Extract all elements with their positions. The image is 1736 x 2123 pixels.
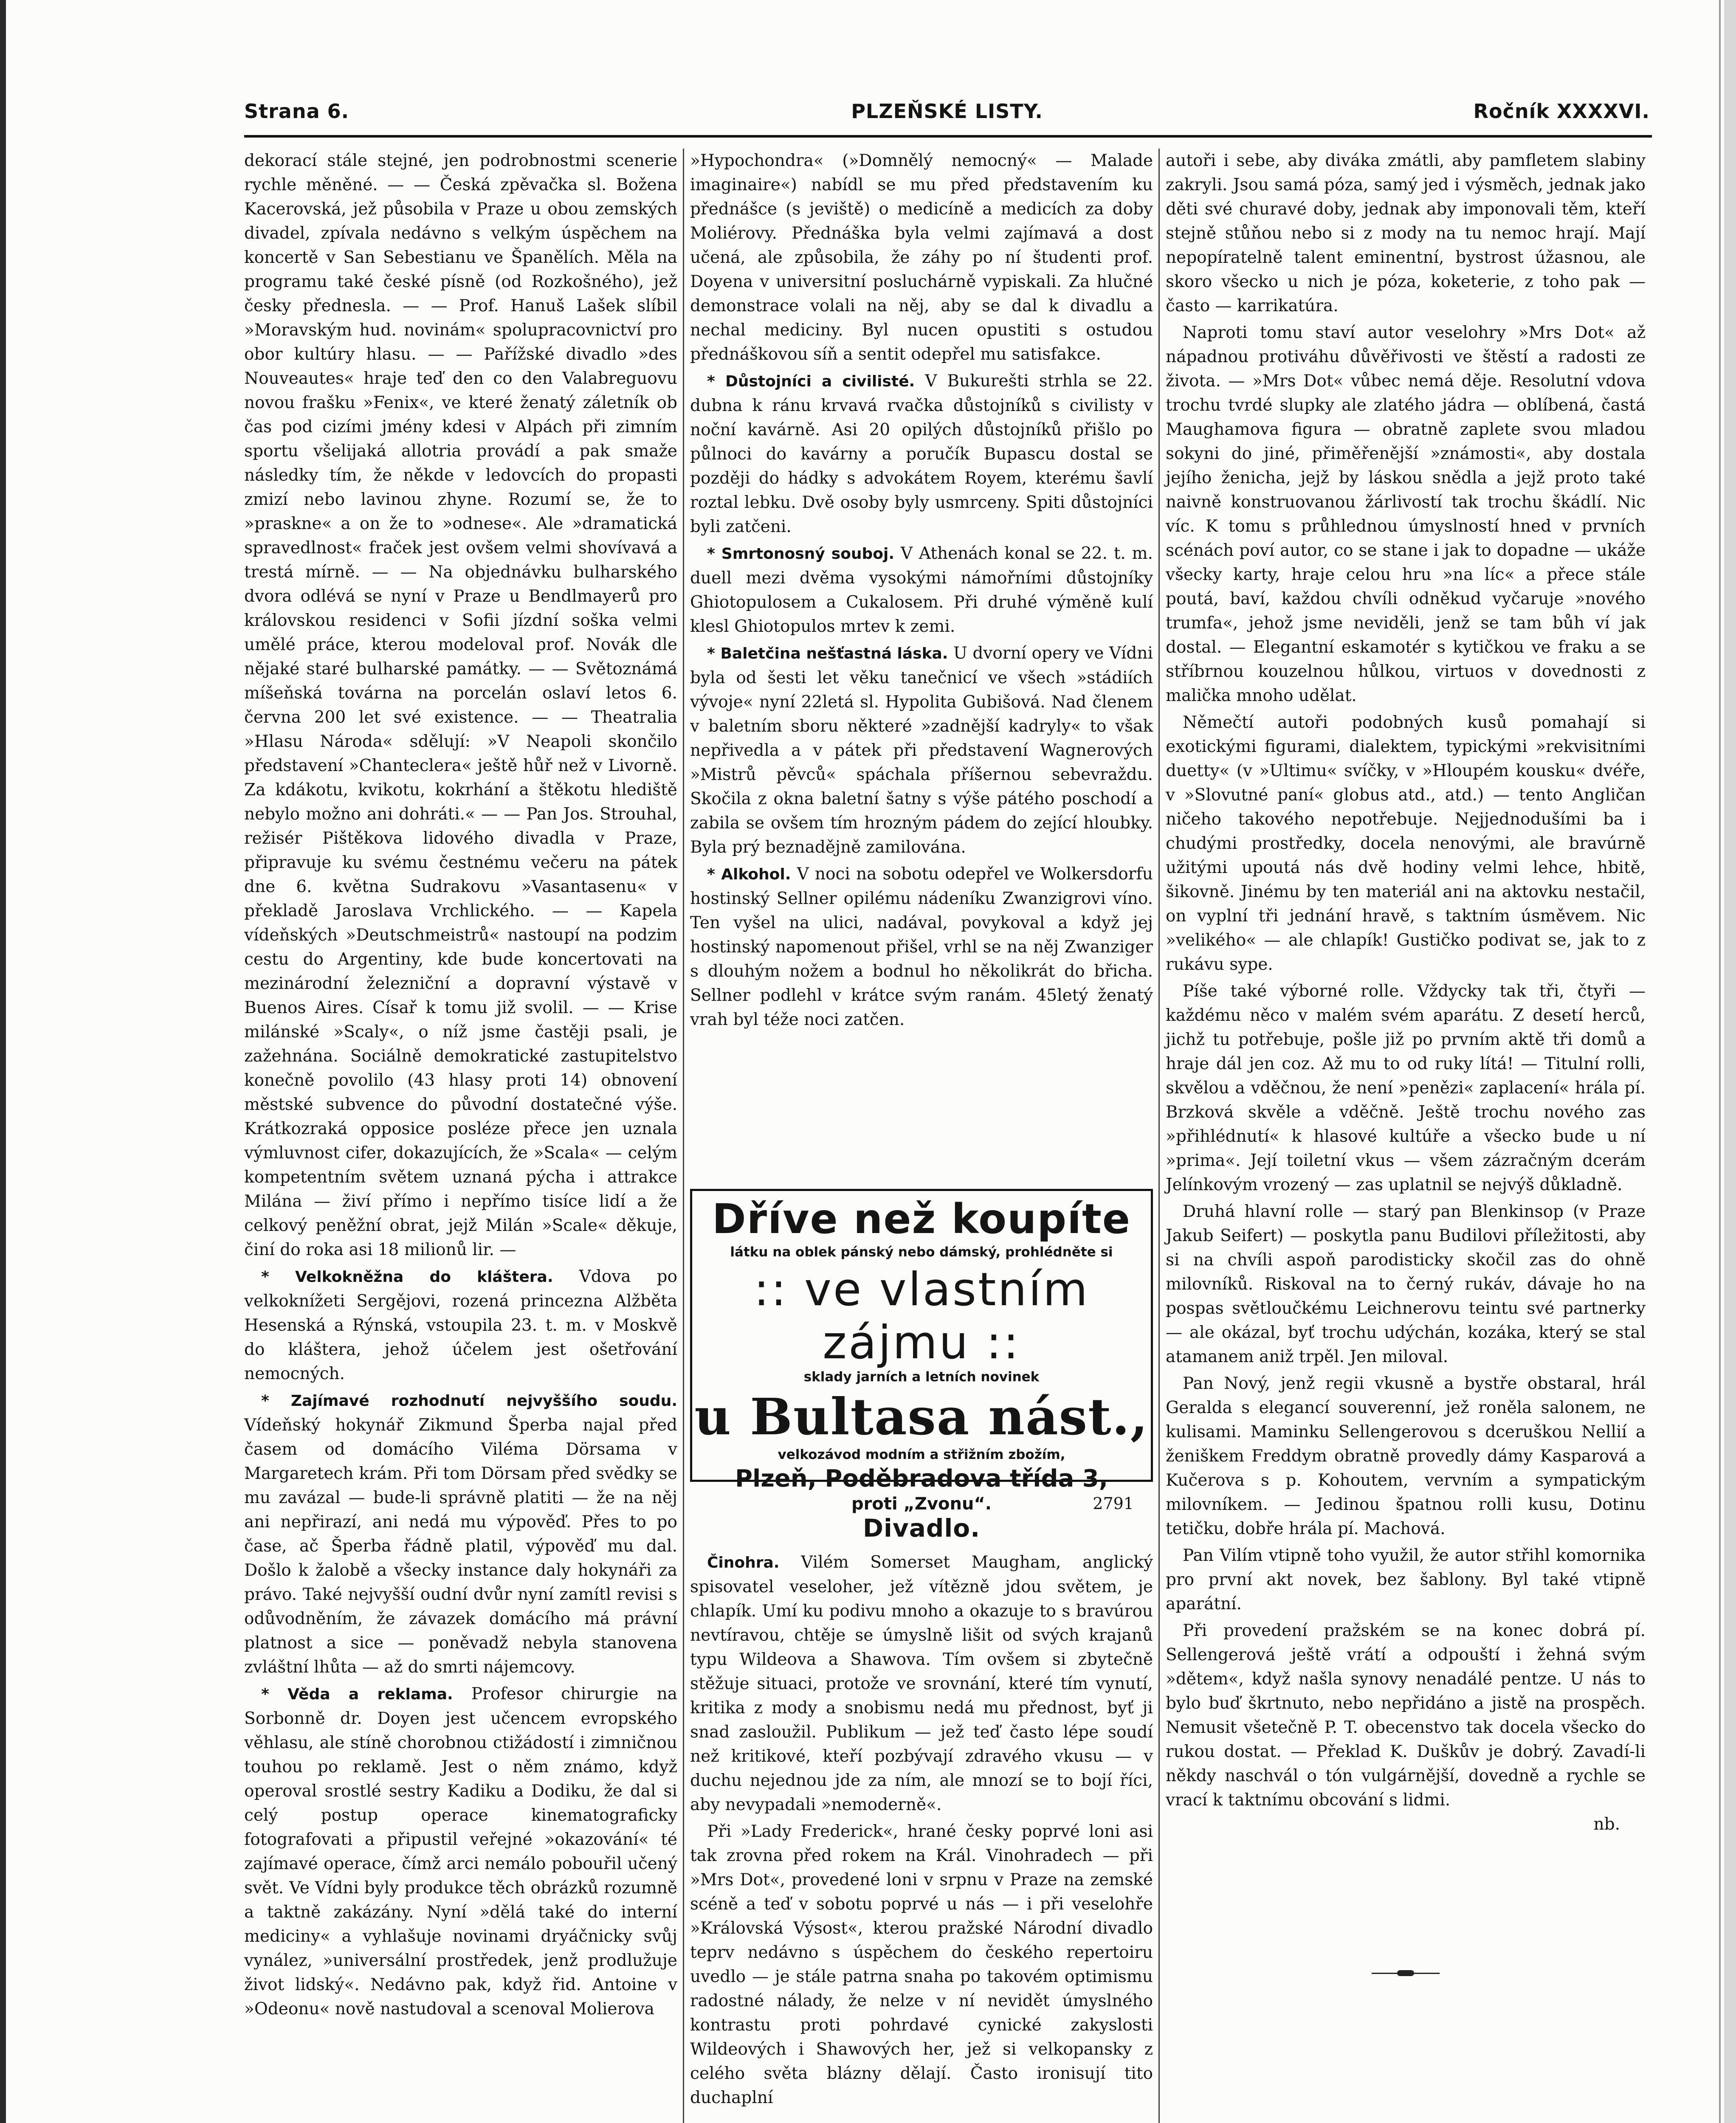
article-paragraph (690, 1550, 1153, 1817)
ad-company-name: u Bultasa nást., (694, 1387, 1149, 1446)
volume-number: Ročník XXXXVI. (1473, 100, 1650, 123)
article-text: U dvorní opery ve Vídni byla od šesti let věku tanečnicí ve všech »stádiích vývoje« nyní 22letá sl. Hypolita Gubišová. Nad členem v baletním sboru některé »zadnější kadryly« to však nepřivedla a v pátek při představení Wagnerových »Mistrů pěvců« spáchala příšernou sebevraždu. Skočila z okna baletní šatny s výše pátého poschodí a zabila se ovšem tím hrozným pádem do zející hloubky. Byla prý beznadějně zamilována. (690, 644, 1153, 857)
article-paragraph (244, 1388, 677, 1679)
ad-location: proti „Zvonu“. (851, 1494, 992, 1514)
ad-number: 2791 (1093, 1494, 1134, 1513)
article-text: Pan Vilím vtipně toho využil, že autor střihl komornika pro první akt novek, bez šablony. Byl také vtipně aparátní. (1166, 1546, 1646, 1613)
ad-line-2: sklady jarních a letních novinek (803, 1369, 1040, 1385)
scan-edge-left (0, 0, 6, 2123)
article-paragraph (1166, 1543, 1646, 1616)
article-text: V Bukurešti strhla se 22. dubna k ránu krvavá rvačka důstojníků s civilisty v noční kavárně. Asi 20 opilých důstojníků přišlo po půlnoci do kavárny a poručík Bupascu dostal se později do hádky s advokátem Royem, kterému šavlí roztal lebku. Dvě osoby byly usmrceny. Spiti důstojníci byli zatčeni. (690, 372, 1153, 536)
article-paragraph (1166, 979, 1646, 1197)
article-heading: * Zajímavé rozhodnutí nejvyššího soudu. (261, 1392, 677, 1410)
ad-line-1: látku na oblek pánský nebo dámský, prohlédněte si (730, 1245, 1113, 1260)
article-text: Při »Lady Frederick«, hrané česky poprvé loni asi tak zrovna před rokem na Král. Vinohradech — při »Mrs Dot«, provedené loni v srpnu v Praze na zemské scéně a teď v sobotu poprvé u nás — i při veselohře »Královská Výsost«, kterou pražské Národní divadlo teprv nedávno s úspěchem do českého repertoiru uvedlo — je stále patrna snaha po takovém optimismu radostné nálady, že nelze v ní nevidět úmyslného kontrastu proti pohrdavé cynické zakyslosti Wildeových i Shawových her, jež si velkopansky z celého světa blázny dělají. Často ironisují tito duchaplní (690, 1822, 1153, 2107)
article-text: Němečtí autoři podobných kusů pomahají si exotickými figurami, dialektem, typickými »rekvisitními duetty« (v »Ultimu« svíčky, v »Hloupém kousku« dvéře, v »Slovutné paní« globus atd., atd.) — tento Angličan ničeho takového nepotřebuje. Nejjednodušími ba i chudými prostředky, docela nenovými, ale bravúrně užitými upoutá nás dvě hodiny velmi lehce, hbitě, šikovně. Jinému by ten materiál ani na aktovku nestačil, on vyplní tři jednání hravě, s taktním úsměvem. Nic »velikého« — ale chlapík! Gustičko podivat se, jak to z rukávu sype. (1166, 713, 1646, 974)
article-paragraph (1166, 710, 1646, 977)
author-signature: nb. (1593, 1815, 1620, 1834)
article-paragraph (690, 862, 1153, 1032)
article-paragraph (1166, 1619, 1646, 1812)
article-heading: * Věda a reklama. (261, 1686, 453, 1703)
newspaper-title: PLZEŇSKÉ LISTY. (851, 100, 1043, 123)
page-number: Strana 6. (244, 100, 349, 123)
article-paragraph (1166, 1199, 1646, 1369)
article-paragraph (244, 1682, 677, 2021)
column-2-top (690, 149, 1153, 1029)
scan-edge-line (1719, 0, 1721, 2123)
article-paragraph (690, 541, 1153, 639)
article-text: V noci na sobotu odepřel ve Wolkersdorfu hostinský Sellner opilému nádeníku Zwanzigrovi víno. Ten vyšel na ulici, nadával, povykoval a když jej hostinský napomenout přišel, vrhl se na něj Zwanziger s dlouhým nožem a bodnul ho několikrát do břicha. Sellner podlehl v krátce svým ranám. 45letý ženatý vrah byl téže noci zatčen. (690, 864, 1153, 1029)
article-text: Naproti tomu staví autor veselohry »Mrs Dot« až nápadnou protiváhu důvěřivosti ve štěstí a radosti ze života. — »Mrs Dot« vůbec nemá děje. Resolutní vdova trochu tvrdé slupky ale zlatého jádra — oblíbená, častá Maughamova figura — obratně zaplete svou mladou sokyni do jiné, přiměřenější »známosti«, aby dostala jejího ženicha, jejž by láskou snědla a jejž proto také naivně konstruovanou žárlivostí tak trochu škádlí. Nic víc. K tomu s průhlednou úmyslností hned v prvních scénách poví autor, co se stane i jak to dopadne — ukáže všecky karty, hraje celou hru »na líc« a přece stále poutá, baví, každou chvíli odněkud vyčaruje »nového trumfa«, jehož jsme neviděli, jenž se tam bůh ví jak dostal. — Elegantní eskamotér s kytičkou ve fraku a se stříbrnou kouzelnou hůlkou, virtuos v dovednosti z malička mnoho udělat. (1166, 323, 1646, 705)
article-paragraph (690, 369, 1153, 539)
article-paragraph (690, 149, 1153, 366)
ad-address: Plzeň, Poděbradova třída 3, (735, 1465, 1108, 1492)
article-heading: * Smrtonosný souboj. (707, 545, 895, 563)
article-text: Profesor chirurgie na Sorbonně dr. Doyen jest učencem evropského věhlasu, ale stíně chorobnou ctižádostí i zimničnou touhou po reklamě. Jest o něm známo, když operoval srostlé sestry Kadiku a Dodiku, že dal si celý postup operace kinematograficky fotografovati a připustil veřejné »okazování« té zajímavé operace, čímž arci nemálo pobouřil učený svět. Ve Vídni byly produkce těch obrázků rozumně a taktně zakázány. Nyní »dělá také do interní mediciny« a vyhlašuje novinami dryáčnicky svůj vynález, »universální prostředek, jenž prodlužuje život lidský«. Nedávno pak, když řid. Antoine v »Odeonu« nově nastudoval a scenoval Molierova (244, 1684, 677, 2019)
header-rule (244, 135, 1652, 138)
article-text: Vdova po velkoknížeti Sergějovi, rozená princezna Alžběta Hesenská a Rýnská, vstoupila 23. t. m. v Moskvě do kláštera, jehož účelem jest ošetřování nemocných. (244, 1267, 677, 1383)
column-rule-1 (683, 149, 684, 2123)
column-rule-2 (1158, 149, 1160, 2123)
ad-headline: Dříve než koupíte (712, 1195, 1131, 1243)
column-1 (244, 149, 677, 2123)
article-text: Píše také výborné rolle. Vždycky tak tři, čtyři — každému něco v malém svém aparátu. Z desetí herců, jichž tu potřebuje, pošle již po prvním aktě tři domů a hraje dál jen coz. Až mu to od ruky lítá! — Titulní rolli, skvělou a vděčnou, že není »penězi« zaplacení« hrála pí. Brzková skvěle a vděčně. Ještě trochu nového zas »přihlédnutí« k hlasové kultúře a všecko bude u ní »prima«. Její toiletní vkus — všem zázračným dcerám Jelínkovým vrozený — zas uplatnil se nejvýš důkladně. (1166, 982, 1646, 1194)
article-text: autoři i sebe, aby diváka zmátli, aby pamfletem slabiny zakryli. Jsou samá póza, samý jed i výsměch, jednak jako děti své churavé doby, jednak aby imponovali těm, kteří stejně stůňou nebo si z mody na tu nemoc hrají. Mají nepopíratelně talent eminentní, bystrost úžasnou, ale skoro všecko u nich je póza, koketerie, z toho pak — často — karrikatúra. (1166, 151, 1646, 315)
article-paragraph (244, 149, 677, 1262)
article-paragraph (690, 1819, 1153, 2110)
article-text: Vilém Somerset Maugham, anglický spisovatel veseloher, jež vítězně jdou světem, je chlapík. Umí ku podivu mnoho a okazuje to s bravúrou nevtíravou, chtěje se úmyslně lišit od svých krajanů typu Wildeova a Shawova. Tím ovšem si zbytečně stěžuje situaci, protože ve srovnání, které tím vynutí, kritika z mody a snobismu nedá mu přednost, byť ji snad zasloužil. Publikum — jež teď často lépe soudí než kritikové, kteří pozbývají zdravého vkusu — v duchu nejednou jde za ním, ale mnozí se to bojí říci, aby nevypadali »nemoderně«. (690, 1553, 1153, 1814)
page-header (244, 100, 1650, 130)
article-text: Při provedení pražském se na konec dobrá pí. Sellengerová ještě vrátí a odpouští i žehná svým »dětem«, když našla synovy nenadálé pentze. U nás to bylo buď škrtnuto, nebo nepřidáno a jistě na prospěch. Nemusit všetečně P. T. obecenstvo tak docela všecko do rukou dostat. — Překlad K. Duškův je dobrý. Zavadí-li někdy naschvál o tón vulgárnější, dovedně a rychle se vrací k taktnímu obcování s lidmi. (1166, 1621, 1646, 1810)
article-text: V Athenách konal se 22. t. m. duell mezi dvěma vysokými námořními důstojníky Ghiotopulosem a Cukalosem. Při druhé výměně kulí klesl Ghiotopulos mrtev k zemi. (690, 544, 1153, 636)
article-text: dekorací stále stejné, jen podrobnostmi scenerie rychle měněné. — — Česká zpěvačka sl. Božena Kacerovská, jež působila v Praze u obou zemských divadel, zpívala nedávno s velkým úspěchem na koncertě v San Sebestianu ve Španělích. Měla na programu také české písně (od Rozkošného), jež česky přednesla. — — Prof. Hanuš Lašek slíbil »Moravským hud. novinám« spolupracovnictví pro obor kultúry hlasu. — — Pařížské divadlo »des Nouveautes« hraje teď den co den Valabreguovu novou frašku »Fenix«, ve které ženatý záletník ob čas pod cizími jmény kdesi v Alpách při zimním sportu všelijaká allotria provádí a pak smaže následky tím, že někde v ledovcích do propasti zmizí nebo lavinou zhyne. Rozumí se, že to »praskne« a on že to »odnese«. Ale »dramatická spravedlnost« fraček jest ovšem velmi shovívavá a trestá mírně. — — Na objednávku bulharského dvora odlévá se nyní v Praze u Bendlmayerů pro královskou residenci v Sofii jízdní soška velmi umělé práce, kterou modeloval prof. Novák dle nějaké staré bulharské památky. — — Světoznámá míšeňská továrna na porcelán oslaví letos 6. června 200 let své existence. — — Theatralia »Hlasu Národa« sdělují: »V Neapoli skončilo představení »Chanteclera« ještě hůř než v Livorně. Za kdákotu, kvikotu, kokrhání a štěkotu hlediště nebylo možno ani dohráti.« — — Pan Jos. Strouhal, režisér Pištěkova lidového divadla v Praze, připravuje ku svému čestnému večeru na pátek dne 6. května Sudrakovu »Vasantasenu« v překladě Jaroslava Vrchlického. — — Kapela vídeňských »Deutschmeistrů« nastoupí na podzim cestu do Argentiny, kde bude koncertovati na mezinárodní železniční a dopravní výstavě v Buenos Aires. Císař k tomu již svolil. — — Krise milánské »Scaly«, o níž jsme častěji psali, je zažehnána. Sociálně demokratické zastupitelstvo konečně povolilo (43 hlasy proti 14) obnovení městské subvence do původní dostatečné výše. Krátkozraká opposice posléze přece jen uznala výmluvnost cifer, dokazujících, že »Scala« — celým kompetentním světem uznaná pýcha i attrakce Milána — živí přímo i nepřímo tisíce lidí a že celkový peněžní obrat, jejž Milán »Scale« děkuje, činí do roka asi 18 milionů lir. — (244, 151, 677, 1259)
article-paragraph (690, 641, 1153, 859)
advertisement (690, 1189, 1153, 1514)
article-heading: * Velkokněžna do kláštera. (261, 1268, 553, 1286)
ad-slogan: :: ve vlastním zájmu :: (753, 1263, 1090, 1369)
article-text: Druhá hlavní rolle — starý pan Blenkinsop (v Praze Jakub Seifert) — poskytla panu Budilovi příležitosti, aby si na chvíli aspoň parodisticky skočil zas do ohně milovníků. Riskoval na to černý rukáv, dávaje ho na pospas světloučkému Leichnerovu teintu své partnerky — ale okázal, byť trochu udýchán, kozáka, který se stal atamanem aniž trpěl. Jen miloval. (1166, 1202, 1646, 1366)
end-divider-ornament (1372, 1970, 1440, 1976)
article-heading: * Baletčina nešťastná láska. (707, 645, 948, 662)
section-title-theatre: Divadlo. (862, 1514, 981, 1543)
article-paragraph (1166, 321, 1646, 708)
article-heading: Činohra. (707, 1554, 780, 1571)
article-text: Pan Nový, jenž regii vkusně a bystře obstaral, hrál Geralda s elegancí souverenní, jež roněla salonem, ne kulisami. Maminku Sellengerovou s dceruškou Nellií a ženiškem Freddym obratně provedly dámy Kasparová a Kučerova s p. Kohoutem, vervním a sympatickým milovníkem. — Jedinou špatnou rolli kusu, Dotinu tetičku, dobře hrála pí. Machová. (1166, 1374, 1646, 1538)
scan-edge-right (1724, 0, 1736, 2123)
column-3 (1166, 149, 1646, 1974)
ad-line-3: velkozávod modním a střižním zbožím, (778, 1447, 1065, 1462)
article-paragraph (1166, 1371, 1646, 1541)
article-text: »Hypochondra« (»Domnělý nemocný« — Malade imaginaire«) nabídl se mu před představením ku přednášce (s jeviště) o medicíně a medicích za doby Moliérovy. Přednáška byla velmi zajímavá a dost učená, ale způsobila, že záhy po ní študenti prof. Doyena v universitní posluchárně vypiskali. Za hlučné demonstrace volali na něj, aby se dal k divadlu a nechal mediciny. Byl nucen opustiti s ostudou přednáškovou síň a sentit odepřel mu satisfakce. (690, 151, 1153, 364)
article-text: Vídeňský hokynář Zikmund Šperba najal před časem od domácího Viléma Dörsama v Margaretech krám. Při tom Dörsam před svědky se mu zavázal — bude-li správně platiti — že na něj ani nepřirazí, ani nedá mu výpověď. Přes to po čase, ač Šperba řádně platil, výpověď mu dal. Došlo k žalobě a všecky instance daly hokynáři za právo. Také nejvyšší oudní dvůr nyní zamítl revisi s odůvodněním, že závazek domácího má právní platnost a sice — poněvadž nebyla stanovena zvláštní lhůta — až do smrti nájemcovy. (244, 1416, 677, 1677)
article-paragraph (1166, 149, 1646, 318)
article-heading: * Důstojníci a civilisté. (707, 373, 915, 390)
article-heading: * Alkohol. (707, 866, 791, 883)
article-paragraph (244, 1264, 677, 1386)
column-2-theatre (690, 1509, 1153, 2123)
